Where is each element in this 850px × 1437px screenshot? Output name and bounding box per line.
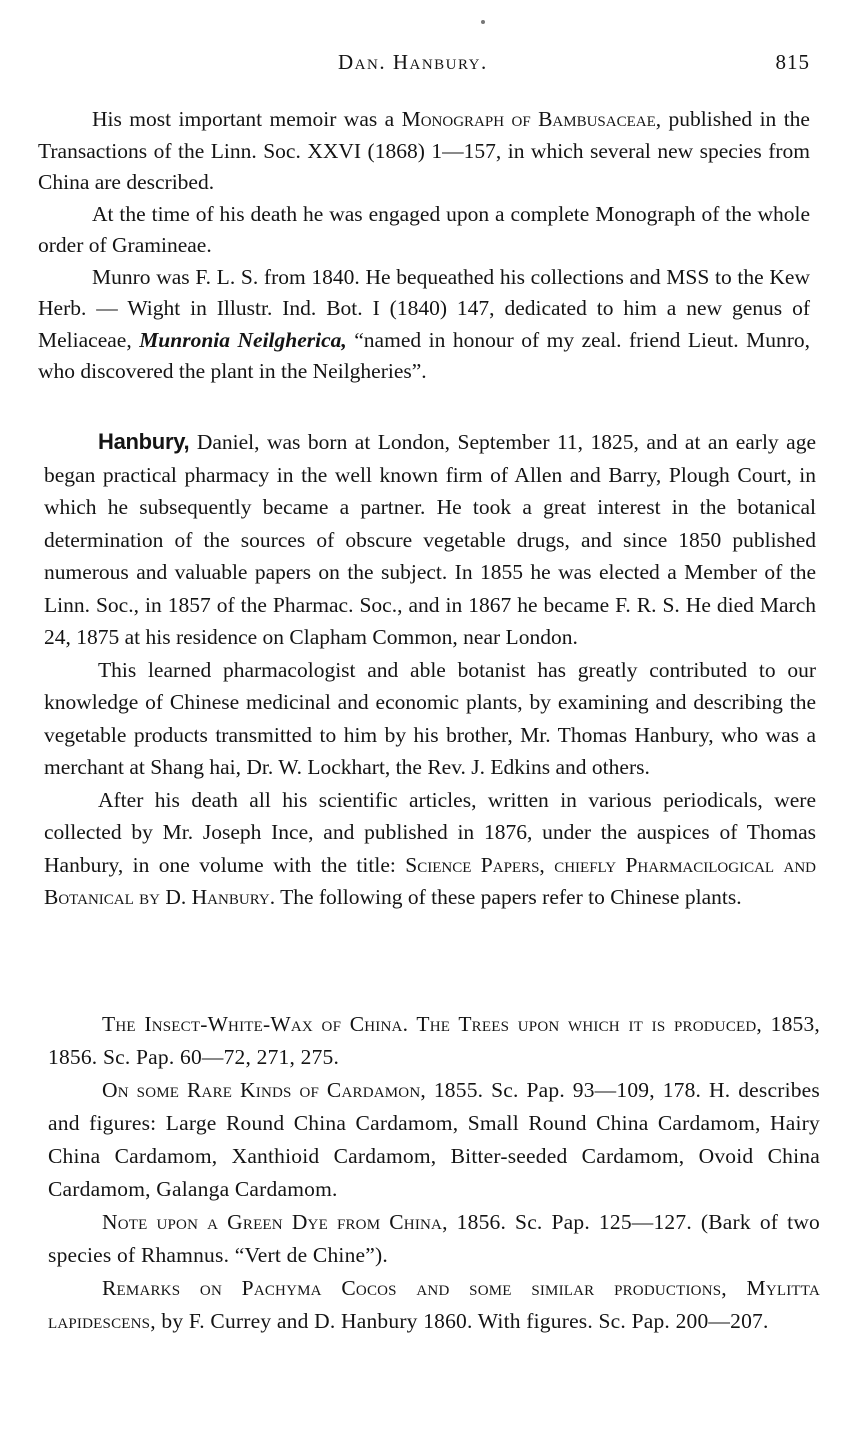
species-name: Munronia Neilgherica, bbox=[139, 327, 347, 352]
hanbury-paragraph-3 bbox=[44, 784, 816, 914]
book-title: Science Papers, chiefly Pharmacilogical and Botanical by D. Hanbury. bbox=[44, 852, 816, 909]
paper-details: 1856. Sc. Pap. 125—127. (Bark of two species of Rhamnus. “Vert de Chine”). bbox=[48, 1210, 820, 1267]
text-run: The following of these papers refer to Chinese plants. bbox=[275, 885, 742, 909]
paper-entry bbox=[48, 1272, 820, 1338]
text-run: Munro was F. L. S. from 1840. He bequeathed his collections and MSS to the Kew Herb. — Wight in Illustr. Ind. Bot. I (1840) 147, dedicated to him a new genus of Meliaceae, bbox=[38, 264, 810, 352]
text-run: “named in honour of my zeal. friend Lieut. Munro, who discovered the plant in the Neilgheries”. bbox=[38, 327, 810, 383]
text-run: Daniel, was born at London, September 11, 1825, and at an early age began practical pharmacy in the well known firm of Allen and Barry, Plough Court, in which he subsequently became a partner. He took a great interest in the botanical determination of the sources of obscure vegetable drugs, and since 1850 published numerous and valuable papers on the subject. In 1855 he was elected a Member of the Linn. Soc., in 1857 of the Pharmac. Soc., and in 1867 he became F. R. S. He died March 24, 1875 at his residence on Clapham Common, near London. bbox=[44, 430, 816, 649]
paper-entry bbox=[48, 1008, 820, 1074]
page-number: 815 bbox=[775, 50, 810, 74]
paper-details: 1855. Sc. Pap. 93—109, 178. H. describes and figures: Large Round China Cardamom, Small Round China Cardamom, Hairy China Cardamom, Xanthioid Cardamom, Bitter-seeded Cardamom, Ovoid China Cardamom, Galanga Cardamom. bbox=[48, 1078, 820, 1201]
munro-entry-continuation bbox=[38, 104, 810, 388]
running-title: Dan. Hanbury. bbox=[338, 50, 488, 74]
text-run: After his death all his scientific articles, written in various periodicals, were collected by Mr. Joseph Ince, and published in 1876, under the auspices of Thomas Hanbury, in one volume with the title: bbox=[44, 787, 816, 877]
munro-paragraph-3 bbox=[38, 262, 810, 388]
text-run: His most important memoir was a bbox=[92, 107, 402, 131]
hanbury-paragraph-1 bbox=[44, 426, 816, 654]
monograph-title: Monograph of Bambusaceae bbox=[401, 107, 656, 131]
paper-entry bbox=[48, 1206, 820, 1272]
munro-paragraph-1 bbox=[38, 104, 810, 199]
entry-headword: Hanbury, bbox=[98, 429, 190, 454]
munro-paragraph-2: At the time of his death he was engaged upon a complete Monograph of the whole order of Gramineae. bbox=[38, 201, 810, 257]
paper-title: The Insect-White-Wax of China. The Trees upon which it is produced, bbox=[102, 1012, 762, 1036]
page-header bbox=[38, 50, 810, 82]
paper-entry bbox=[48, 1074, 820, 1206]
papers-list bbox=[48, 1008, 820, 1338]
hanbury-entry bbox=[44, 426, 816, 914]
paper-details: 1853, 1856. Sc. Pap. 60—72, 271, 275. bbox=[48, 1012, 820, 1069]
text-run: , published in the Transactions of the Linn. Soc. XXVI (1868) 1—157, in which several new species from China are described. bbox=[38, 107, 810, 194]
paper-title: Remarks on Pachyma Cocos and some similar productions, Mylitta lapidescens, bbox=[48, 1276, 820, 1333]
paper-details: by F. Currey and D. Hanbury 1860. With figures. Sc. Pap. 200—207. bbox=[155, 1309, 769, 1333]
print-speck bbox=[481, 20, 485, 24]
paper-title: Note upon a Green Dye from China, bbox=[102, 1210, 448, 1234]
paper-title: On some Rare Kinds of Cardamon, bbox=[102, 1078, 426, 1102]
hanbury-paragraph-2: This learned pharmacologist and able botanist has greatly contributed to our knowledge of Chinese medicinal and economic plants, by examining and describing the vegetable products transmitted to him by his brother, Mr. Thomas Hanbury, who was a merchant at Shang hai, Dr. W. Lockhart, the Rev. J. Edkins and others. bbox=[44, 657, 816, 779]
